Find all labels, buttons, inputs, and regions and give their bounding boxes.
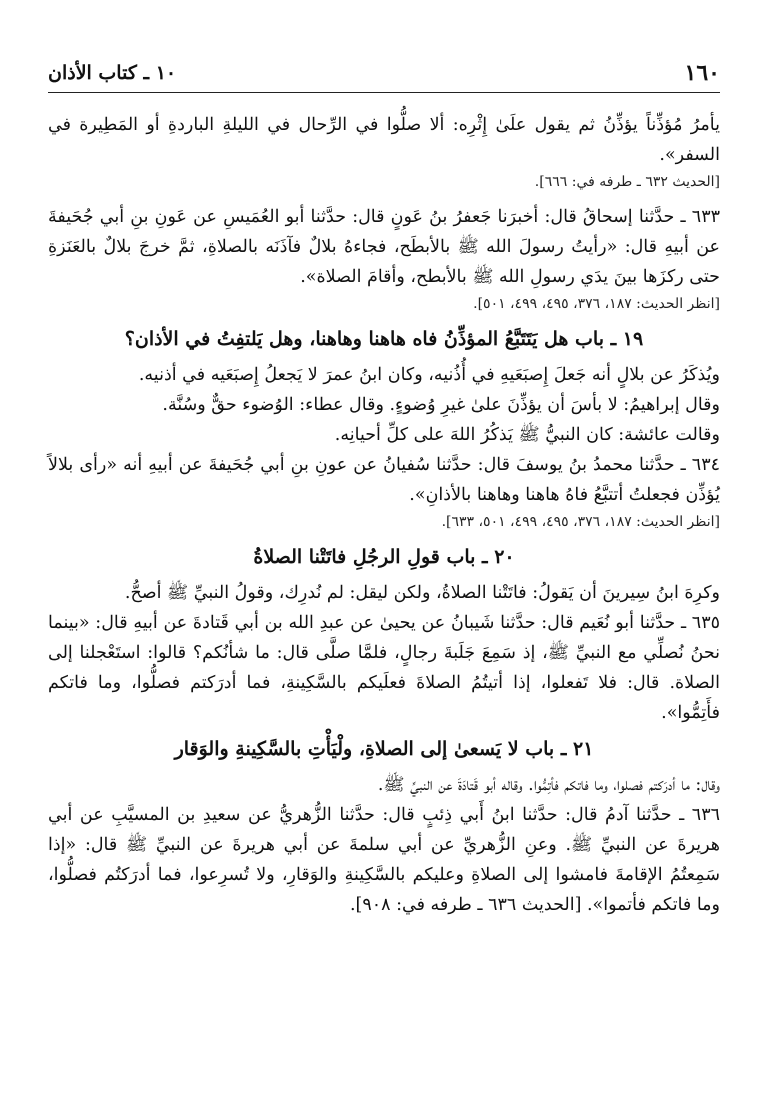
running-title: ١٠ ـ كتاب الأذان bbox=[48, 62, 177, 84]
paragraph: ويُذكَرُ عن بلالٍ أنه جَعلَ إِصبَعَيهِ في أُذُنيه، وكان ابنُ عمرَ لا يَجعلُ إِصبَعَيه في أذنيه. bbox=[138, 365, 720, 385]
hadith-634: ٦٣٤ ـ حدَّثنا محمدُ بنُ يوسفَ قال: حدَّثنا سُفيانُ عن عونِ بنِ أبي جُحَيفةَ عن أبيهِ أنه «رأى بلالاً يُؤذِّن فجعلتُ أتتبَّعُ فاهُ هاهنا وهاهنا بالأذانِ». bbox=[48, 455, 720, 505]
paragraph: يأمرُ مُؤذِّناً يؤذِّنُ ثم يقول علَىٰ إِثْرِه: ألا صلُّوا في الرِّحال في الليلةِ الباردةِ أو المَطِيرة في السفر». bbox=[48, 115, 720, 165]
hadith-633: ٦٣٣ ـ حدَّثنا إسحاقُ قال: أخبرَنا جَعفرُ بنُ عَونٍ قال: حدَّثنا أبو العُمَيسِ عن عَونِ بنِ أبي جُحَيفةَ عن أبيهِ قال: «رأيتُ رسولَ الله ﷺ بالأبطَح، فجاءهُ بلالٌ فآذَنَه بالصلاةِ، ثمَّ خرجَ بلالٌ بالعَنَزةِ حتى ركزَها بينَ يدَي رسولِ الله ﷺ بالأبطح، وأقامَ الصلاة». bbox=[48, 207, 720, 287]
chapter-heading-21: ٢١ ـ باب لا يَسعىٰ إلى الصلاةِ، ولْيَأْتِ بالسَّكِينةِ والوَقار bbox=[174, 738, 594, 760]
page-body bbox=[48, 110, 720, 920]
paragraph: وقال: ما أدرَكتم فصلوا، وما فاتكم فأتِمُّوا. وقاله أبو قَتادَةَ عن النبيِّ ﷺ. bbox=[377, 775, 720, 795]
page-number: ١٦٠ bbox=[684, 60, 720, 86]
page-header bbox=[48, 58, 720, 93]
chapter-heading-19: ١٩ ـ باب هل يَتَتَبَّعُ المؤذِّنُ فاه هاهنا وهاهنا، وهل يَلتفِتُ في الأذان؟ bbox=[124, 328, 644, 350]
hadith-636: ٦٣٦ ـ حدَّثنا آدمُ قال: حدَّثنا ابنُ أَبي ذِئبٍ قال: حدَّثنا الزُّهريُّ عن سعيدِ بن المسيَّبِ عن أبي هريرةَ عن النبيِّ ﷺ. وعنِ الزُّهريِّ عن أبي سلمةَ عن أبي هريرةَ عن النبيِّ ﷺ قال: «إذا سَمِعتُمُ الإقامةَ فامشوا إلى الصلاةِ وعليكم بالسَّكِينةِ والوَقارِ، ولا تُسرِعوا، فما أدرَكتُم فصلُّوا، وما فاتكم فأتموا». [الحديث ٦٣٦ ـ طرفه في: ٩٠٨]. bbox=[48, 805, 720, 915]
chapter-heading-20: ٢٠ ـ باب قولِ الرجُلِ فاتَتْنا الصلاةُ bbox=[253, 546, 515, 568]
paragraph: وقالت عائشة: كان النبيُّ ﷺ يَذكُرُ اللهَ على كلِّ أحيانِه. bbox=[334, 425, 720, 445]
hadith-reference: [انظر الحديث: ١٨٧، ٣٧٦، ٤٩٥، ٤٩٩، ٥٠١]. bbox=[473, 296, 720, 312]
paragraph: وقال إبراهيمُ: لا بأسَ أن يؤذِّنَ علىٰ غيرِ وُضوءٍ. وقال عطاء: الوُضوء حقٌّ وسُنَّة. bbox=[162, 395, 720, 415]
hadith-635: ٦٣٥ ـ حدَّثنا أبو نُعَيم قال: حدَّثنا شَيبانُ عن يحيىٰ عن عبدِ الله بن أبي قَتادةَ عن أبيهِ قال: «بينما نحنُ نُصلِّي مع النبيِّ ﷺ، إذ سَمِعَ جَلَبةَ رجالٍ، فلمَّا صلَّى قال: ما شأنُكم؟ قالوا: استَعْجلنا إلى الصلاة. قال: فلا تَفعلوا، إذا أتيتُمُ الصلاةَ فعلَيكم بالسَّكِينةِ، فما أدرَكتم فصلُّوا، وما فاتكم فأَتِمُّوا». bbox=[48, 613, 720, 723]
hadith-reference: [انظر الحديث: ١٨٧، ٣٧٦، ٤٩٥، ٤٩٩، ٥٠١، ٦٣٣]. bbox=[441, 514, 720, 530]
paragraph: وكرِهَ ابنُ سِيرينَ أن يَقولُ: فاتَتْنا الصلاةُ، ولكن ليقل: لم نُدرِك، وقولُ النبيِّ ﷺ أصحُّ. bbox=[124, 583, 720, 603]
hadith-reference: [الحديث ٦٣٢ ـ طرفه في: ٦٦٦]. bbox=[534, 174, 720, 190]
